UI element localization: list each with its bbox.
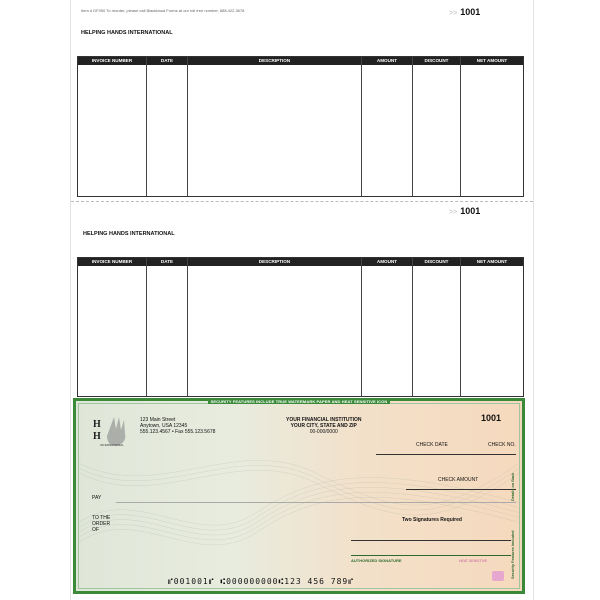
stub1-company: HELPING HANDS INTERNATIONAL [81,30,173,36]
check-document [70,0,534,600]
check-body [73,398,525,594]
table-header-row [78,258,523,266]
check-date-label: CHECK DATE [416,442,448,448]
pay-label: PAY [92,495,102,501]
to-the-order-of: TO THE ORDER OF [92,515,111,533]
stub2-number: >> 1001 [449,206,481,216]
header-amount: AMOUNT [362,57,413,65]
header-net-amount: NET AMOUNT [476,259,508,264]
authorized-signature-label: AUTHORIZED SIGNATURE [351,558,402,563]
header-date: DATE [147,258,188,266]
check-number: 1001 [481,413,502,423]
header-description: DESCRIPTION [188,258,362,266]
header-amount: AMOUNT [362,258,413,266]
table-header-row [78,57,523,65]
side-security-text [509,461,519,581]
header-date: DATE [147,57,188,65]
lock-icon [492,571,504,581]
perforation-line [71,201,533,202]
header-description: DESCRIPTION [188,57,362,65]
payer-address: 123 Main Street Anytown, USA 12345 555.123.4567 • Fax 555.123.5678 [140,417,216,436]
heat-sensitive-label: HEAT SENSITIVE [459,559,488,563]
helping-hands-logo [92,413,136,447]
svg-text:H: H [93,419,101,430]
header-invoice-number: INVOICE NUMBER [78,57,147,65]
header-discount: DISCOUNT [413,57,461,65]
check-no-label: CHECK NO. [488,442,516,448]
header-invoice-number: INVOICE NUMBER [78,258,147,266]
stub1-invoice-table [77,56,524,197]
header-net-amount: NET AMOUNT [476,58,508,63]
table-body [78,266,523,396]
micr-line: ⑈001001⑈ ⑆000000000⑆123 456 789⑈ [168,577,355,586]
svg-text:INTERNATIONAL: INTERNATIONAL [100,443,124,447]
table-body [78,65,523,196]
reorder-note: Item # DF350 To reorder, please call Blackbaud Forms at our toll free number, 888.422.3678 [81,8,245,13]
stub2-invoice-table [77,257,524,397]
details-on-back: Details on Back [511,472,515,501]
check-amount-label: CHECK AMOUNT [438,477,479,483]
bank-info: YOUR FINANCIAL INSTITUTION YOUR CITY, STATE AND ZIP 00-000/0000 [286,417,362,436]
security-features-included: Security Features Included [511,530,515,579]
stub2-company: HELPING HANDS INTERNATIONAL [83,231,175,237]
svg-text:H: H [93,431,101,442]
stub1-number: >> 1001 [449,7,481,17]
security-banner: SECURITY FEATURES INCLUDE TRUE WATERMARK PAPER AND HEAT SENSITIVE ICON [76,399,522,404]
header-discount: DISCOUNT [413,258,461,266]
two-signatures-required: Two Signatures Required [402,517,462,523]
